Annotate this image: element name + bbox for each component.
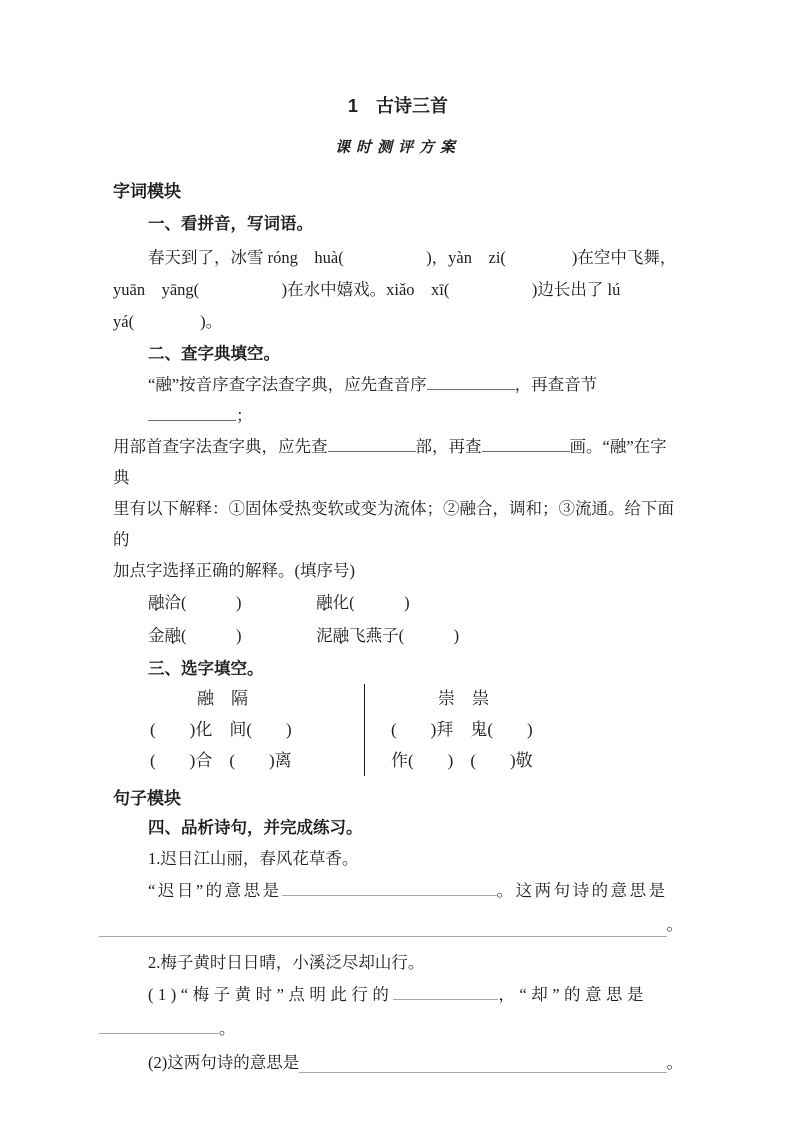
dictionary-paragraph [113,369,683,586]
question2-part1-answer-line [99,1011,683,1047]
fill-in-blank [482,434,570,452]
word-prefix: 泥 [316,626,333,645]
section3-heading: 三、选字填空。 [148,660,264,678]
pinyin-line-3: yá( )。 [113,312,223,331]
choose-row: ( )合 ( )离 [150,751,292,770]
emphasized-char: 融 ● [316,586,333,619]
section4-heading: 四、品析诗句，并完成练习。 [148,819,363,837]
page-subtitle: 课时测评方案 [334,140,461,156]
dotted-word [316,619,480,652]
pinyin-paragraph [113,242,683,338]
word-suffix: 洽( ) [164,593,242,612]
q1-text-a: “迟日”的意思是 [148,881,282,900]
dotted-words-row-1 [113,586,683,619]
module-sentence-heading: 句子模块 [113,789,181,808]
dotted-words-row-2 [113,619,683,652]
question1-fill-line [113,875,683,907]
q2-p1-text-b: ，“却”的意思是 [498,985,649,1004]
emphasized-char: 融 ● [333,619,350,652]
question2-part1-line [113,979,683,1011]
dict-line-2-text-a: 用部首查字法查字典，应先查 [113,437,328,456]
emphasized-char: 融 ● [148,586,165,619]
dict-line-2-text-b: 部，再查 [415,437,482,456]
dotted-word [316,586,480,619]
question1-answer-line [99,907,683,943]
choose-row: ( )化 间( ) [150,720,292,739]
dotted-word [148,586,312,619]
emphasized-char: 融 ● [165,619,182,652]
dict-line-1-text-a: “融”按音序查字法查字典，应先查音序 [148,375,427,394]
fill-in-blank [148,403,236,421]
word-suffix: 化( ) [332,593,410,612]
choose-chars: 融 隔 [197,689,248,708]
question2-poem: 2.梅子黄时日日晴，小溪泛尽却山行。 [148,953,425,972]
pinyin-line-1: 春天到了，冰雪 róng huà( )，yàn zi( )在空中飞舞， [148,248,677,267]
choose-row: 作( ) ( )敬 [391,751,533,770]
q1-text-b: 。这两句诗的意思是 [496,881,668,900]
q1-period: 。 [666,915,683,934]
choose-group-chong-sui [365,684,605,776]
word-suffix: 飞燕子( ) [349,626,460,645]
choose-row: ( )拜 鬼( ) [391,720,533,739]
module-words-heading: 字词模块 [113,182,181,201]
word-prefix: 金 [148,626,165,645]
dict-line-4: 加点字选择正确的解释。(填序号) [113,561,355,580]
page-title: 1 古诗三首 [347,96,448,116]
dict-line-3: 里有以下解释：①固体受热变软或变为流体；②融合，调和；③流通。给下面的 [113,499,674,549]
question1-poem: 1.迟日江山丽，春风花草香。 [148,849,359,868]
fill-in-blank [99,1016,219,1034]
dotted-words [113,586,683,652]
pinyin-line-2: yuān yāng( )在水中嬉戏。xiǎo xī( )边长出了 lú [113,280,621,299]
word-suffix: ( ) [181,626,242,645]
choose-chars: 崇 祟 [438,689,489,708]
choose-group-rong-ge [150,684,365,776]
dict-line-2-text-c: 画。“融”在字典 [113,437,667,487]
dict-line-2 [113,431,683,493]
q2-p2-period: 。 [666,1053,683,1072]
choose-fill-table [150,684,683,776]
fill-in-blank [393,982,498,1000]
fill-in-blank [99,919,667,937]
fill-in-blank [427,372,515,390]
fill-in-blank [299,1055,666,1073]
q2-p2-text: (2)这两句诗的意思是 [148,1053,300,1072]
fill-in-blank [328,434,416,452]
q2-p1-period: 。 [219,1019,236,1038]
section1-heading: 一、看拼音，写词语。 [148,215,313,233]
q2-p1-text-a: (1)“梅子黄时”点明此行的 [148,985,394,1004]
section2-heading: 二、查字典填空。 [148,345,280,363]
question2-part2-line [113,1047,683,1079]
dict-line-1-text-c: ； [236,406,253,425]
fill-in-blank [282,878,497,896]
dict-line-1 [113,369,683,431]
dotted-word [148,619,312,652]
dict-line-1-text-b: ，再查音节 [514,375,598,394]
